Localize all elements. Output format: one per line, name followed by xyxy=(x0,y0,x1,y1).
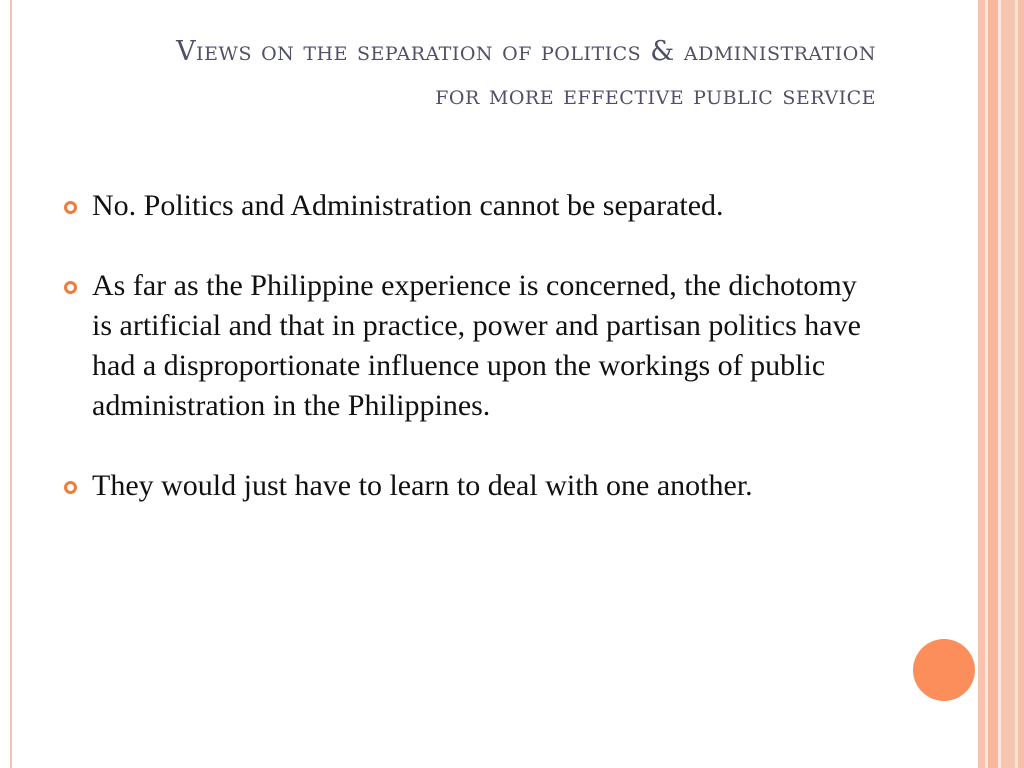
bullet-text: As far as the Philippine experience is concerned, the dichotomy is artificial and that in practice, power and partisan politics have had a disproportionate influence upon the workings of public administration in the Philippines. xyxy=(92,269,861,422)
left-accent-line xyxy=(10,0,12,768)
stripe xyxy=(988,0,998,768)
bullet-text: They would just have to learn to deal with one another. xyxy=(92,469,753,502)
circle-bullet-icon xyxy=(64,481,77,494)
stripe xyxy=(1018,0,1024,768)
circle-bullet-icon xyxy=(64,281,77,294)
bullet-item xyxy=(62,186,882,226)
right-decorative-stripes xyxy=(978,0,1024,768)
bullet-item xyxy=(62,466,882,506)
bullet-item xyxy=(62,266,882,426)
stripe xyxy=(1001,0,1015,768)
decorative-orange-circle xyxy=(913,639,975,701)
stripe xyxy=(978,0,985,768)
bullet-list xyxy=(62,186,882,546)
slide-title: Views on the separation of politics & administration for more effective public service xyxy=(176,36,876,111)
bullet-text: No. Politics and Administration cannot be separated. xyxy=(92,189,724,222)
circle-bullet-icon xyxy=(64,201,77,214)
